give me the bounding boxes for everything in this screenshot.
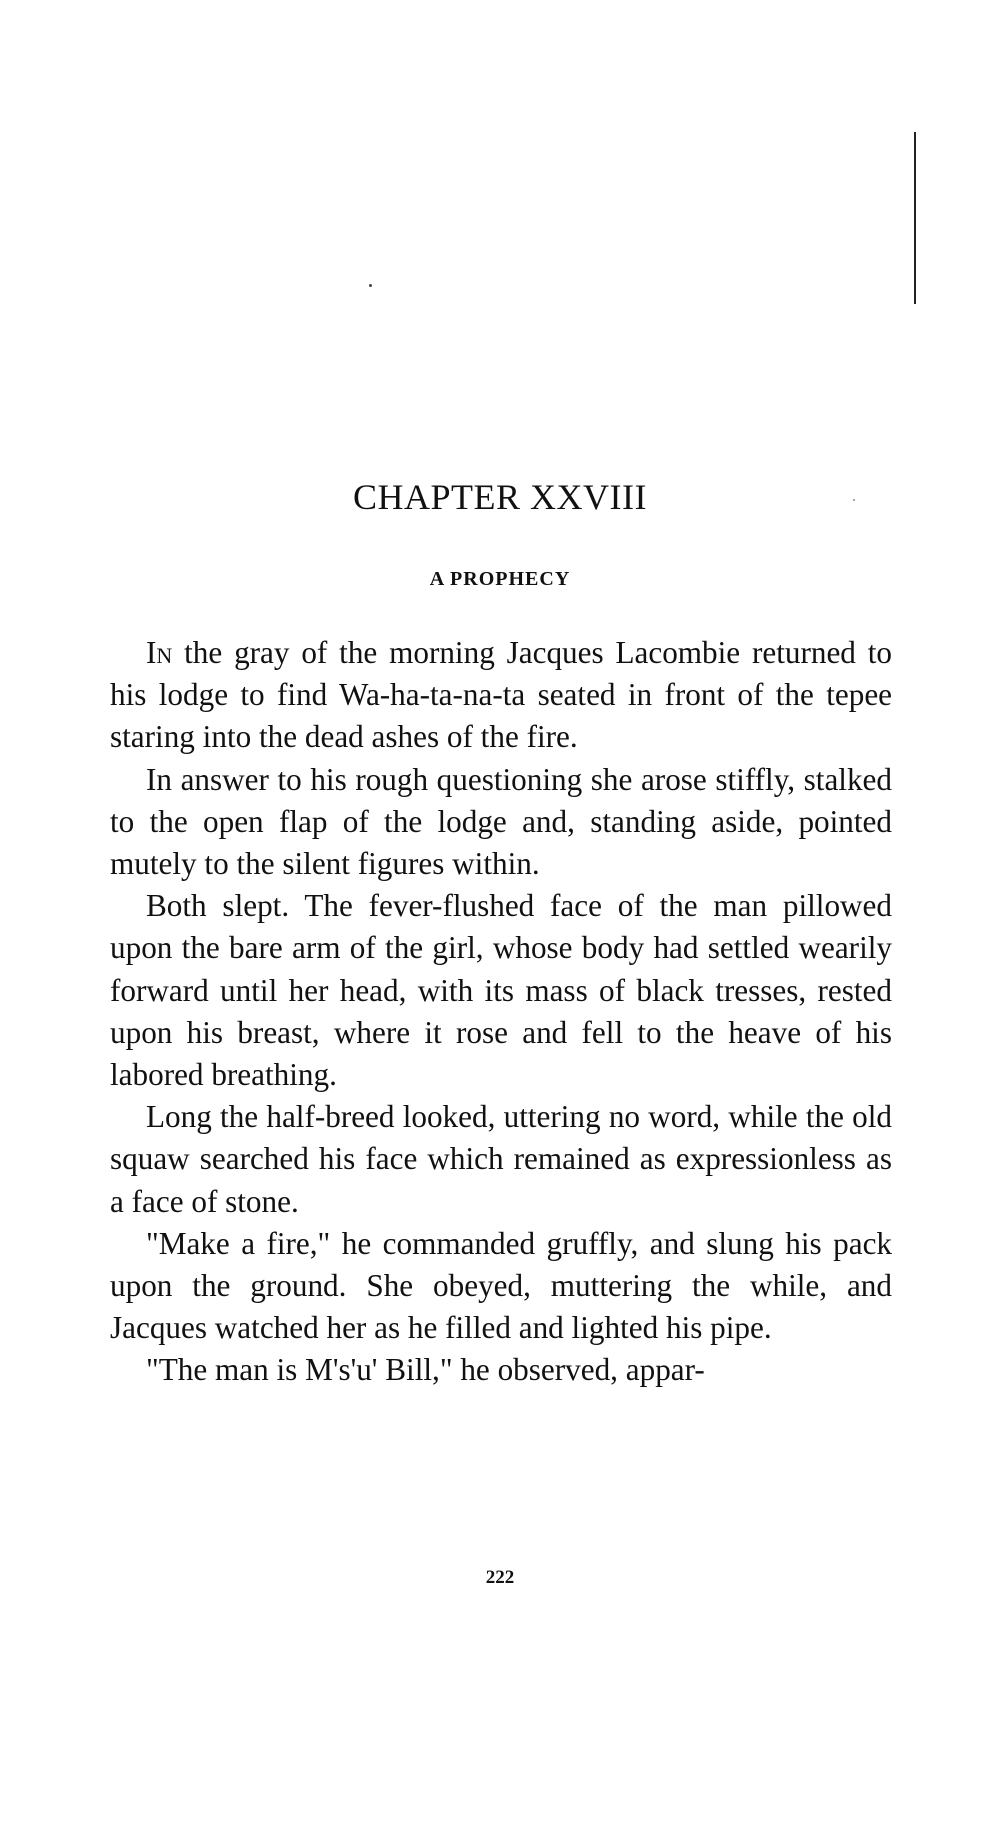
paragraph	[110, 632, 892, 759]
chapter-body	[110, 632, 892, 1392]
paragraph: In answer to his rough questioning she arose stiffly, stalked to the open flap of the lodge and, standing aside, pointed mutely to the silent figures within.	[110, 761, 892, 882]
opening-small-caps: In	[146, 635, 173, 670]
page-number: 222	[485, 1567, 515, 1588]
chapter-subtitle: A PROPHECY	[429, 568, 571, 590]
scan-margin-line	[914, 132, 916, 304]
paragraph-text: the gray of the morning Jacques Lacombie returned to his lodge to find Wa-ha-ta-na-ta seated in front of the tepee staring into the dead ashes of the fire.	[110, 635, 892, 755]
scan-speck	[369, 284, 372, 287]
paragraph: "The man is M's'u' Bill," he observed, appar-	[146, 1352, 705, 1388]
paragraph: "Make a fire," he commanded gruffly, and slung his pack upon the ground. She obeyed, muttering the while, and Jacques watched her as he filled and lighted his pipe.	[110, 1225, 892, 1346]
paragraph: Long the half-breed looked, uttering no word, while the old squaw searched his face which remained as expressionless as a face of stone.	[110, 1099, 892, 1219]
chapter-title: CHAPTER XXVIII	[353, 477, 647, 517]
paragraph: Both slept. The fever-flushed face of the man pillowed upon the bare arm of the girl, whose body had settled wearily forward until her head, with its mass of black tresses, rested upon his breast, where it rose and fell to the heave of his labored breathing.	[110, 888, 892, 1093]
